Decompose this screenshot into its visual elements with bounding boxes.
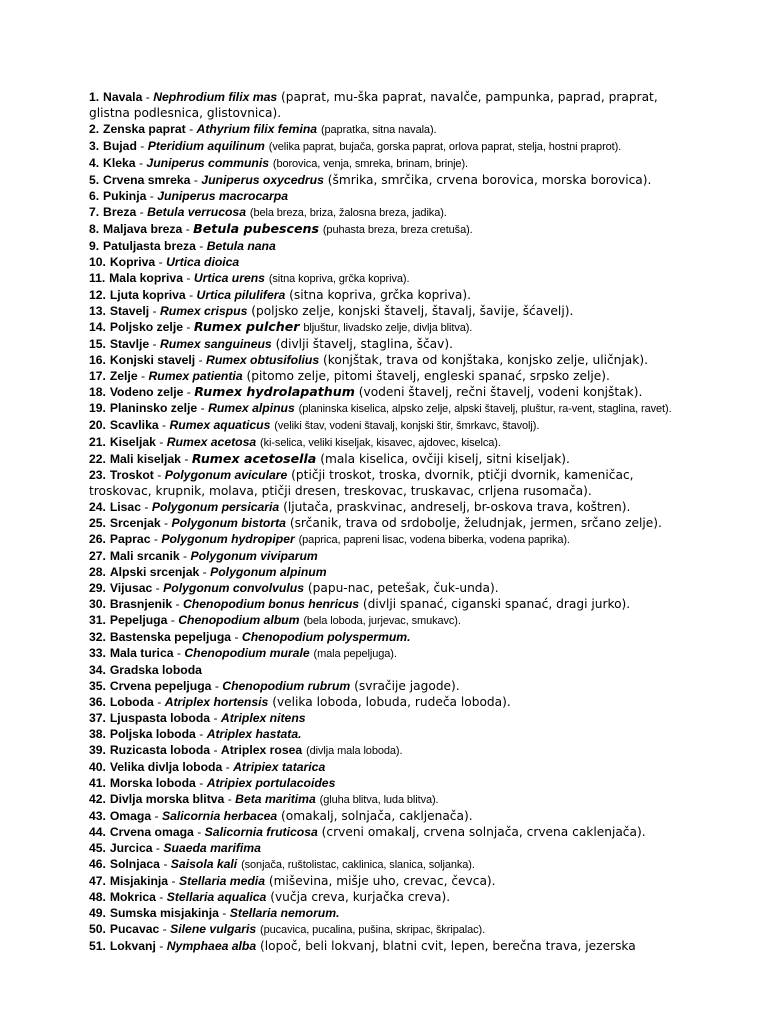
- common-name: Konjski stavelj: [109, 353, 196, 367]
- plant-entry: [89, 515, 689, 531]
- name-separator: -: [155, 255, 167, 269]
- latin-name: Juniperus macrocarpa: [157, 189, 288, 203]
- synonyms: (svračije jagode).: [354, 679, 460, 693]
- synonyms: (divlji štavelj, staglina, ščav).: [275, 337, 453, 351]
- common-name: Divlja morska blitva: [109, 792, 225, 806]
- entry-number: 24.: [89, 500, 106, 514]
- common-name: Kopriva: [109, 255, 156, 269]
- entry-number: 32.: [89, 630, 106, 644]
- name-separator: -: [153, 695, 165, 709]
- common-name: Mala kopriva: [109, 271, 183, 285]
- common-name: Maljava breza: [103, 222, 183, 236]
- synonyms: (konjštak, trava od konjštaka, konjsko zelje, uličnjak).: [323, 353, 648, 367]
- latin-name: Polygonum aviculare: [164, 468, 288, 482]
- synonyms: (sitna kopriva, grčka kopriva).: [268, 273, 410, 285]
- synonyms: (bela breza, briza, žalosna breza, jadika).: [249, 207, 447, 219]
- name-separator: -: [153, 468, 165, 482]
- synonyms: bljuštur, livadsko zelje, divlja blitva).: [303, 322, 473, 334]
- entry-number: 6.: [89, 189, 100, 203]
- plant-entry: [89, 188, 689, 204]
- latin-name: Atripiex tatarica: [233, 760, 326, 774]
- entry-number: 45.: [89, 841, 106, 855]
- name-separator: -: [183, 385, 195, 399]
- synonyms: (divlja mala loboda).: [306, 745, 403, 757]
- plant-entry: [89, 303, 689, 319]
- name-separator: -: [141, 500, 152, 514]
- common-name: Bastenska pepeljuga: [109, 630, 232, 644]
- plant-entry: [89, 662, 689, 678]
- latin-name: Atriplex hastata.: [206, 727, 302, 741]
- entry-number: 2.: [89, 122, 100, 136]
- name-separator: -: [197, 401, 209, 415]
- latin-name: Polygonum bistorta: [171, 516, 286, 530]
- synonyms: (gluha blitva, luda blitva).: [319, 794, 439, 806]
- common-name: Ruzicasta loboda: [109, 743, 211, 757]
- entry-number: 17.: [89, 369, 106, 383]
- plant-entry: [89, 889, 689, 905]
- name-separator: -: [159, 922, 171, 936]
- name-separator: -: [155, 435, 167, 449]
- name-separator: -: [151, 809, 162, 823]
- plant-entry: [89, 336, 689, 352]
- name-separator: -: [173, 646, 185, 660]
- plant-entry: [89, 384, 689, 400]
- plant-entry: [89, 155, 689, 172]
- entry-number: 12.: [89, 288, 106, 302]
- name-separator: -: [210, 711, 221, 725]
- plant-entry: [89, 352, 689, 368]
- synonyms: (šmrika, smrčika, crvena borovica, morska borovica).: [327, 173, 652, 187]
- entry-number: 34.: [89, 663, 106, 677]
- common-name: Pepeljuga: [109, 613, 168, 627]
- plant-entry: [89, 319, 689, 336]
- common-name: Pucavac: [109, 922, 160, 936]
- entry-number: 25.: [89, 516, 106, 530]
- latin-name: Juniperus oxycedrus: [201, 173, 324, 187]
- entry-number: 41.: [89, 776, 106, 790]
- name-separator: -: [150, 532, 162, 546]
- entry-number: 15.: [89, 337, 106, 351]
- entry-number: 21.: [89, 435, 106, 449]
- plant-entry: [89, 921, 689, 938]
- latin-name: Rumex obtusifolius: [206, 353, 320, 367]
- synonyms: (ki-selica, veliki kiseljak, kisavec, ajdovec, kiselca).: [260, 437, 501, 449]
- latin-name: Pteridium aquilinum: [147, 139, 265, 153]
- common-name: Omaga: [109, 809, 152, 823]
- synonyms: (miševina, mišje uho, crevac, čevca).: [268, 874, 496, 888]
- name-separator: -: [182, 222, 194, 236]
- synonyms: (velika loboda, lobuda, rudeča loboda).: [272, 695, 511, 709]
- plant-entry: [89, 417, 689, 434]
- entry-number: 37.: [89, 711, 106, 725]
- plant-entry: [89, 694, 689, 710]
- latin-name: Chenopodium bonus henricus: [183, 597, 360, 611]
- name-separator: -: [193, 825, 205, 839]
- entry-number: 47.: [89, 874, 106, 888]
- entry-number: 9.: [89, 239, 100, 253]
- common-name: Gradska loboda: [109, 663, 202, 677]
- synonyms: (ptičji troskot, troska, dvornik, ptičji dvornik, kameničac, troskovac, krupnik, molava, ptičji dresen, treskovac, truskavac, crljena rusomača).: [89, 468, 634, 498]
- entry-number: 48.: [89, 890, 106, 904]
- latin-name: Stellaria media: [178, 874, 265, 888]
- entry-number: 5.: [89, 173, 100, 187]
- common-name: Morska loboda: [109, 776, 196, 790]
- plant-entry: [89, 400, 689, 417]
- entry-number: 35.: [89, 679, 106, 693]
- synonyms: (borovica, venja, smreka, brinam, brinje).: [272, 158, 468, 170]
- latin-name: Salicornia fruticosa: [204, 825, 318, 839]
- latin-name: Polygonum persicaria: [151, 500, 280, 514]
- latin-name: Urtica urens: [193, 271, 265, 285]
- plant-entry: [89, 612, 689, 629]
- latin-name: Stellaria nemorum.: [229, 906, 340, 920]
- plant-entry: [89, 856, 689, 873]
- plant-entry: [89, 905, 689, 921]
- entry-number: 7.: [89, 205, 100, 219]
- synonyms: (planinska kiselica, alpsko zelje, alpski štavelj, pluštur, ra-vent, staglina, ravet).: [298, 403, 672, 415]
- latin-name: Rumex hydrolapathum: [194, 384, 355, 399]
- synonyms: (velika paprat, bujača, gorska paprat, orlova paprat, stelja, hostni praprot).: [268, 141, 622, 153]
- entry-number: 23.: [89, 468, 106, 482]
- common-name: Stavelj: [109, 304, 150, 318]
- entry-number: 31.: [89, 613, 106, 627]
- synonyms: (omakalj, solnjača, cakljenača).: [281, 809, 473, 823]
- common-name: Misjakinja: [109, 874, 169, 888]
- plant-entry: [89, 580, 689, 596]
- latin-name: Stellaria aqualica: [166, 890, 267, 904]
- name-separator: -: [222, 760, 234, 774]
- common-name: Zelje: [109, 369, 138, 383]
- name-separator: -: [185, 288, 197, 302]
- common-name: Planinsko zelje: [109, 401, 198, 415]
- synonyms: (mala pepeljuga).: [313, 648, 397, 660]
- entry-number: 20.: [89, 418, 106, 432]
- name-separator: -: [195, 239, 207, 253]
- synonyms: (ljutača, praskvinac, andreselj, br-oskova trava, koštren).: [283, 500, 631, 514]
- plant-entry: [89, 287, 689, 303]
- entry-number: 1.: [89, 90, 100, 104]
- synonyms: (srčanik, trava od srdobolje, želudnjak, jermen, srčano zelje).: [289, 516, 662, 530]
- latin-name: Polygonum alpinum: [210, 565, 327, 579]
- entry-number: 39.: [89, 743, 106, 757]
- latin-name: Chenopodium murale: [184, 646, 310, 660]
- entry-number: 8.: [89, 222, 100, 236]
- entry-number: 49.: [89, 906, 106, 920]
- entry-number: 43.: [89, 809, 106, 823]
- name-separator: -: [158, 418, 170, 432]
- latin-name: Rumex pulcher: [193, 319, 300, 334]
- entry-number: 50.: [89, 922, 106, 936]
- plant-entry: [89, 204, 689, 221]
- name-separator: -: [195, 776, 207, 790]
- synonyms: (lopoč, beli lokvanj, blatni cvit, lepen, berečna trava, jezerska: [260, 939, 636, 953]
- name-separator: -: [195, 727, 207, 741]
- plant-entry: [89, 873, 689, 889]
- name-separator: -: [167, 613, 179, 627]
- entry-number: 18.: [89, 385, 106, 399]
- common-name: Lisac: [109, 500, 141, 514]
- common-name: Zenska paprat: [103, 122, 186, 136]
- plant-entry: [89, 938, 689, 954]
- latin-name: Chenopodium rubrum: [222, 679, 351, 693]
- entry-number: 36.: [89, 695, 106, 709]
- common-name: Mokrica: [109, 890, 156, 904]
- synonyms: (paprica, papreni lisac, vodena biberka, vodena paprika).: [298, 534, 570, 546]
- common-name: Kleka: [103, 156, 136, 170]
- common-name: Navala: [103, 90, 143, 104]
- name-separator: -: [190, 173, 202, 187]
- latin-name: Atriplex nitens: [220, 711, 306, 725]
- latin-name: Polygonum convolvulus: [163, 581, 304, 595]
- name-separator: -: [231, 630, 242, 644]
- latin-name: Rumex crispus: [159, 304, 248, 318]
- plant-entry: [89, 467, 689, 499]
- synonyms: (mala kiselica, ovčiji kiselj, sitni kiseljak).: [320, 452, 570, 466]
- name-separator: -: [160, 516, 172, 530]
- name-separator: -: [185, 122, 197, 136]
- name-separator: -: [146, 189, 158, 203]
- latin-name: Juniperus communis: [146, 156, 269, 170]
- latin-name: Beta maritima: [235, 792, 316, 806]
- common-name: Stavlje: [109, 337, 150, 351]
- synonyms: (veliki štav, vodeni štavalj, konjski štir, šmrkavc, štavolj).: [274, 420, 540, 432]
- plant-entry: [89, 678, 689, 694]
- common-name: Loboda: [109, 695, 154, 709]
- plant-entry: [89, 434, 689, 451]
- name-separator: -: [168, 874, 179, 888]
- latin-name: Rumex acetosa: [166, 435, 257, 449]
- plant-entry: [89, 172, 689, 188]
- plant-entry: [89, 499, 689, 515]
- name-separator: -: [152, 841, 164, 855]
- latin-name: Chenopodium album: [178, 613, 300, 627]
- plant-entry: [89, 238, 689, 254]
- common-name: Paprac: [109, 532, 151, 546]
- name-separator: -: [149, 304, 160, 318]
- common-name: Kiseljak: [109, 435, 156, 449]
- document-page: [89, 89, 689, 954]
- common-name: Lokvanj: [109, 939, 156, 953]
- common-name: Poljsko zelje: [109, 320, 183, 334]
- name-separator: -: [224, 792, 236, 806]
- plant-entry: [89, 742, 689, 759]
- name-separator: -: [152, 581, 164, 595]
- plant-entry: [89, 726, 689, 742]
- synonyms: (crveni omakalj, crvena solnjača, crvena caklenjača).: [321, 825, 646, 839]
- plant-entry: [89, 759, 689, 775]
- synonyms: (poljsko zelje, konjski štavelj, štavalj, šavije, šćavelj).: [251, 304, 574, 318]
- common-name: Troskot: [109, 468, 154, 482]
- latin-name: Rumex aquaticus: [169, 418, 271, 432]
- name-separator: -: [149, 337, 160, 351]
- common-name: Crvena omaga: [109, 825, 194, 839]
- name-separator: -: [180, 452, 192, 466]
- common-name: Scavlika: [109, 418, 159, 432]
- entry-number: 46.: [89, 857, 106, 871]
- entry-number: 14.: [89, 320, 106, 334]
- plant-entry: [89, 564, 689, 580]
- common-name: Ljuspasta loboda: [109, 711, 211, 725]
- plant-entry: [89, 368, 689, 384]
- entry-number: 30.: [89, 597, 106, 611]
- plant-entry: [89, 775, 689, 791]
- latin-name: Polygonum hydropiper: [161, 532, 295, 546]
- common-name: Ljuta kopriva: [109, 288, 186, 302]
- name-separator: -: [155, 890, 167, 904]
- entry-number: 28.: [89, 565, 106, 579]
- plant-entry: [89, 270, 689, 287]
- common-name: Velika divlja loboda: [109, 760, 223, 774]
- synonyms: (divlji spanać, ciganski spanać, dragi jurko).: [362, 597, 631, 611]
- plant-entry: [89, 629, 689, 645]
- common-name: Solnjaca: [109, 857, 160, 871]
- name-separator: -: [142, 90, 154, 104]
- latin-name: Silene vulgaris: [170, 922, 257, 936]
- latin-name: Atriplex rosea: [220, 743, 303, 757]
- name-separator: -: [183, 271, 194, 285]
- plant-entry: [89, 645, 689, 662]
- plant-entry: [89, 531, 689, 548]
- latin-name: Rumex patientia: [148, 369, 243, 383]
- entry-number: 29.: [89, 581, 106, 595]
- plant-entry: [89, 451, 689, 467]
- common-name: Vodeno zelje: [109, 385, 184, 399]
- common-name: Mali kiseljak: [109, 452, 181, 466]
- name-separator: -: [211, 679, 223, 693]
- synonyms: (papratka, sitna navala).: [320, 124, 437, 136]
- latin-name: Saisola kali: [170, 857, 238, 871]
- plant-entry: [89, 254, 689, 270]
- entry-number: 33.: [89, 646, 106, 660]
- synonyms: (vodeni štavelj, rečni štavelj, vodeni konjštak).: [358, 385, 643, 399]
- common-name: Crvena smreka: [103, 173, 191, 187]
- entry-number: 13.: [89, 304, 106, 318]
- latin-name: Nephrodium filix mas: [153, 90, 278, 104]
- entry-number: 4.: [89, 156, 100, 170]
- common-name: Vijusac: [109, 581, 153, 595]
- latin-name: Urtica dioica: [166, 255, 240, 269]
- plant-entry: [89, 710, 689, 726]
- name-separator: -: [199, 565, 211, 579]
- common-name: Srcenjak: [109, 516, 161, 530]
- plant-entry: [89, 824, 689, 840]
- synonyms: (bela loboda, jurjevac, smukavc).: [303, 615, 461, 627]
- entry-number: 42.: [89, 792, 106, 806]
- name-separator: -: [218, 906, 230, 920]
- name-separator: -: [210, 743, 221, 757]
- name-separator: -: [172, 597, 183, 611]
- latin-name: Betula pubescens: [193, 221, 319, 236]
- common-name: Brasnjenik: [109, 597, 173, 611]
- latin-name: Rumex sanguineus: [159, 337, 272, 351]
- synonyms: (pucavica, pucalina, pušina, skripac, škripalac).: [260, 924, 486, 936]
- entry-number: 16.: [89, 353, 106, 367]
- latin-name: Nymphaea alba: [166, 939, 257, 953]
- entry-number: 40.: [89, 760, 106, 774]
- name-separator: -: [159, 857, 171, 871]
- latin-name: Urtica pilulifera: [196, 288, 286, 302]
- synonyms: (pitomo zelje, pitomi štavelj, engleski spanać, srpsko zelje).: [246, 369, 610, 383]
- plant-entry: [89, 791, 689, 808]
- plant-entry: [89, 138, 689, 155]
- entry-number: 26.: [89, 532, 106, 546]
- common-name: Mali srcanik: [109, 549, 180, 563]
- common-name: Breza: [103, 205, 137, 219]
- latin-name: Atriplex hortensis: [164, 695, 269, 709]
- entry-number: 38.: [89, 727, 106, 741]
- latin-name: Polygonum viviparum: [190, 549, 318, 563]
- entry-number: 51.: [89, 939, 106, 953]
- plant-entry: [89, 121, 689, 138]
- name-separator: -: [136, 139, 148, 153]
- latin-name: Betula verrucosa: [147, 205, 246, 219]
- common-name: Sumska misjakinja: [109, 906, 219, 920]
- plant-entry: [89, 221, 689, 238]
- common-name: Alpski srcenjak: [109, 565, 200, 579]
- name-separator: -: [182, 320, 194, 334]
- common-name: Bujad: [103, 139, 137, 153]
- latin-name: Atripiex portulacoides: [206, 776, 336, 790]
- plant-entry: [89, 548, 689, 564]
- latin-name: Rumex acetosella: [191, 451, 317, 466]
- common-name: Patuljasta breza: [103, 239, 196, 253]
- synonyms: (paprat, mu-ška paprat, navalče, pampunka, paprad, praprat, glistna podlesnica, glistovnica).: [89, 90, 658, 120]
- latin-name: Chenopodium polyspermum.: [241, 630, 411, 644]
- entry-number: 19.: [89, 401, 106, 415]
- common-name: Pukinja: [103, 189, 147, 203]
- plant-entry: [89, 808, 689, 824]
- entry-number: 3.: [89, 139, 100, 153]
- name-separator: -: [179, 549, 191, 563]
- common-name: Crvena pepeljuga: [109, 679, 212, 693]
- entry-number: 22.: [89, 452, 106, 466]
- plant-entry: [89, 89, 689, 121]
- name-separator: -: [136, 205, 148, 219]
- synonyms: (papu-nac, petešak, čuk-unda).: [307, 581, 499, 595]
- synonyms: (sonjača, ruštolistac, caklinica, slanica, soljanka).: [241, 859, 475, 871]
- latin-name: Athyrium filix femina: [196, 122, 318, 136]
- plant-entry: [89, 596, 689, 612]
- name-separator: -: [155, 939, 167, 953]
- name-separator: -: [137, 369, 149, 383]
- name-separator: -: [195, 353, 207, 367]
- entry-number: 10.: [89, 255, 106, 269]
- synonyms: (vučja creva, kurjačka creva).: [270, 890, 451, 904]
- synonyms: (puhasta breza, breza cretuša).: [322, 224, 473, 236]
- latin-name: Rumex alpinus: [208, 401, 295, 415]
- latin-name: Suaeda marifima: [163, 841, 261, 855]
- latin-name: Betula nana: [206, 239, 276, 253]
- common-name: Jurcica: [109, 841, 153, 855]
- entry-number: 44.: [89, 825, 106, 839]
- name-separator: -: [135, 156, 147, 170]
- common-name: Poljska loboda: [109, 727, 196, 741]
- entry-number: 27.: [89, 549, 106, 563]
- entry-number: 11.: [89, 271, 106, 285]
- synonyms: (sitna kopriva, grčka kopriva).: [289, 288, 472, 302]
- plant-entry: [89, 840, 689, 856]
- latin-name: Salicornia herbacea: [162, 809, 278, 823]
- common-name: Mala turica: [109, 646, 174, 660]
